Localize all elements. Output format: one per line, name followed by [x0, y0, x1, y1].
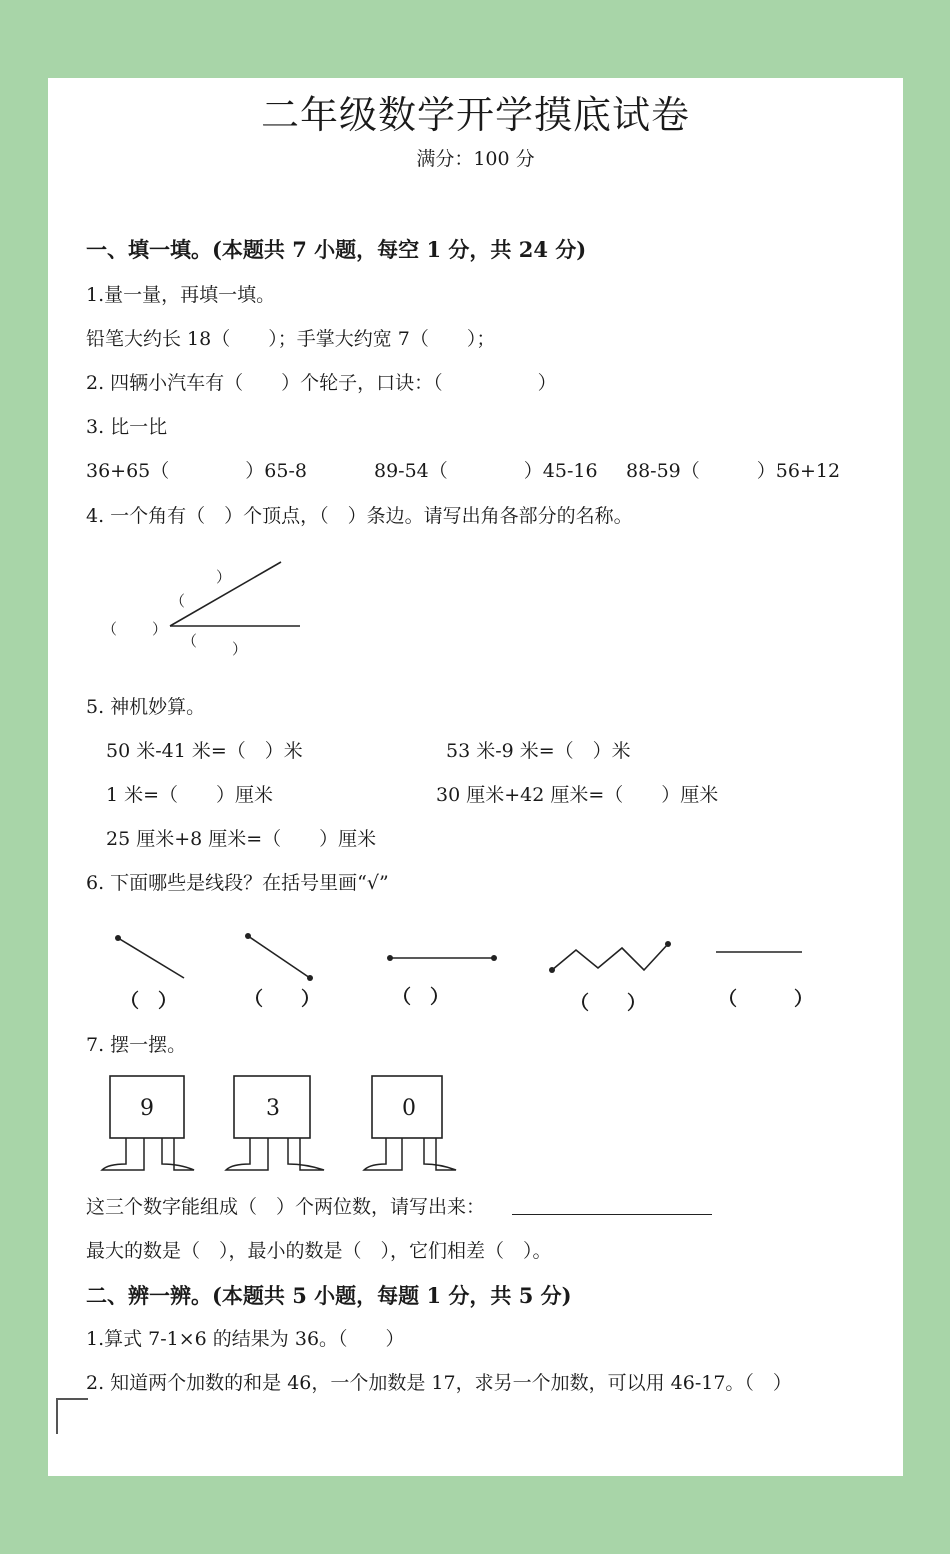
q2-prompt: 2. 四辆小汽车有（ ）个轮子，口诀：（ ）: [86, 372, 557, 394]
angle-label-edge-close: ）: [216, 568, 232, 586]
s2-q2: 2. 知道两个加数的和是 46，一个加数是 17，求另一个加数，可以用 46-17。（ ）: [86, 1372, 792, 1394]
q7-line-1: 这三个数字能组成（ ）个两位数，请写出来：: [86, 1196, 486, 1218]
q7-prompt: 7. 摆一摆。: [86, 1034, 187, 1056]
angle-label-vertex-open: （: [102, 620, 118, 638]
q3-item-2: 89-54（ ）45-16: [374, 460, 598, 482]
q6-bracket-2: （ ）: [244, 988, 321, 1010]
q7-answer-line: [512, 1214, 712, 1215]
digit-card-1: 9: [140, 1096, 154, 1121]
angle-label-lower-open: （: [182, 632, 198, 650]
exam-paper: [48, 78, 903, 1476]
figure-segment-1: [245, 933, 313, 981]
q3-item-3: 88-59（ ）56+12: [626, 460, 841, 482]
digit-card-3: 0: [402, 1096, 416, 1121]
q1-prompt: 1.量一量，再填一填。: [86, 284, 276, 306]
page-title: 二年级数学开学摸底试卷: [260, 93, 690, 137]
q6-prompt: 6. 下面哪些是线段？在括号里画“√”: [86, 872, 389, 894]
q5-item-1: 50 米-41 米=（ ）米: [106, 740, 303, 762]
q5-item-5: 25 厘米+8 厘米=（ ）厘米: [106, 828, 377, 850]
figure-ray-1: [115, 935, 184, 978]
q6-bracket-4: （ ）: [570, 992, 647, 1014]
figure-segment-2: [387, 955, 497, 961]
section-2-heading: 二、辨一辨。(本题共 5 小题，每题 1 分，共 5 分): [86, 1283, 572, 1308]
q4-prompt: 4. 一个角有（ ）个顶点，（ ）条边。请写出角各部分的名称。: [86, 505, 633, 527]
figure-polyline: [549, 941, 671, 973]
angle-label-edge-open: （: [170, 592, 186, 610]
q7-cards-figure: [98, 1072, 478, 1177]
angle-label-lower-close: ）: [232, 640, 248, 658]
s2-q1: 1.算式 7-1×6 的结果为 36。（ ）: [86, 1328, 405, 1350]
section-1-heading: 一、填一填。(本题共 7 小题，每空 1 分，共 24 分): [86, 237, 587, 262]
digit-card-figure-3: [364, 1076, 456, 1170]
q5-item-4: 30 厘米+42 厘米=（ ）厘米: [436, 784, 719, 806]
q3-item-1: 36+65（ ）65-8: [86, 460, 307, 482]
q1-line: 铅笔大约长 18（ ）；手掌大约宽 7（ ）；: [86, 328, 496, 350]
q6-bracket-1: （ ）: [120, 990, 178, 1012]
digit-card-figure-2: [226, 1076, 324, 1170]
q5-item-3: 1 米=（ ）厘米: [106, 784, 274, 806]
q3-prompt: 3. 比一比: [86, 416, 168, 438]
digit-card-2: 3: [266, 1096, 280, 1121]
full-score: 满分：100 分: [416, 148, 535, 170]
q6-bracket-3: （ ）: [392, 986, 450, 1008]
digit-card-figure-1: [102, 1076, 194, 1170]
angle-label-vertex-close: ）: [152, 620, 168, 638]
q7-line-2: 最大的数是（ ），最小的数是（ ），它们相差（ ）。: [86, 1240, 552, 1262]
page-corner-mark: [56, 1398, 88, 1434]
q5-prompt: 5. 神机妙算。: [86, 696, 206, 718]
q5-item-2: 53 米-9 米=（ ）米: [446, 740, 631, 762]
q6-bracket-5: （ ）: [718, 988, 814, 1010]
